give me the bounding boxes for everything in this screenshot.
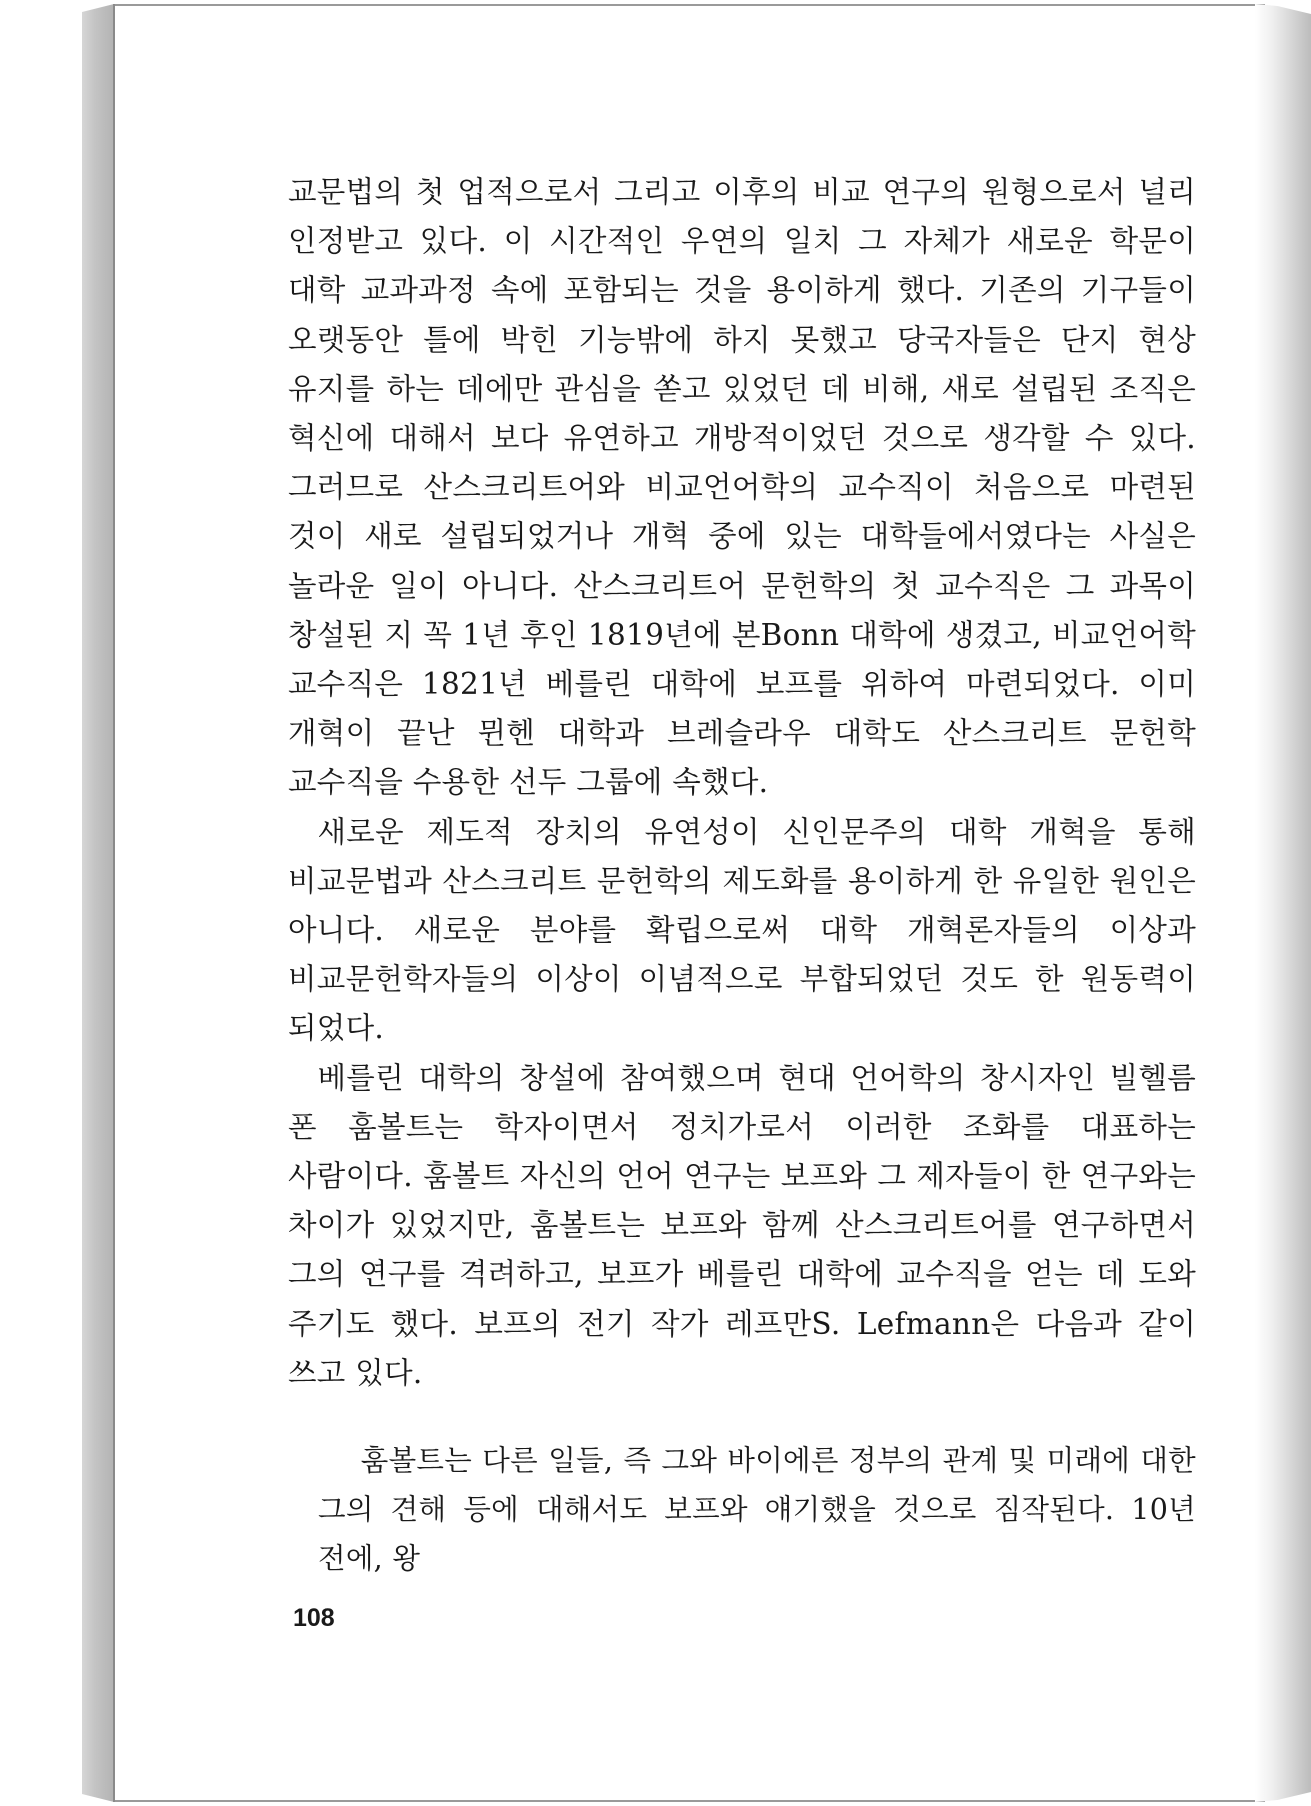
page-edge-shadow	[1255, 4, 1311, 1802]
book-spine-edge	[82, 4, 114, 1802]
paragraph-1: 교문법의 첫 업적으로서 그리고 이후의 비교 연구의 원형으로서 널리 인정받고 있다. 이 시간적인 우연의 일치 그 자체가 새로운 학문이 대학 교과과정 속에 포함되는 것을 용이하게 했다. 기존의 기구들이 오랫동안 틀에 박힌 기능밖에 하지 못했고 당국자들은 단지 현상 유지를 하는 데에만 관심을 쏟고 있었던 데 비해, 새로 설립된 조직은 혁신에 대해서 보다 유연하고 개방적이었던 것으로 생각할 수 있다. 그러므로 산스크리트어와 비교언어학의 교수직이 처음으로 마련된 것이 새로 설립되었거나 개혁 중에 있는 대학들에서였다는 사실은 놀라운 일이 아니다. 산스크리트어 문헌학의 첫 교수직은 그 과목이 창설된 지 꼭 1년 후인 1819년에 본Bonn 대학에 생겼고, 비교언어학 교수직은 1821년 베를린 대학에 보프를 위하여 마련되었다. 이미 개혁이 끝난 뮌헨 대학과 브레슬라우 대학도 산스크리트 문헌학 교수직을 수용한 선두 그룹에 속했다.	[288, 175, 1196, 800]
paragraph-2: 새로운 제도적 장치의 유연성이 신인문주의 대학 개혁을 통해 비교문법과 산스크리트 문헌학의 제도화를 용이하게 한 유일한 원인은 아니다. 새로운 분야를 확립으로써 대학 개혁론자들의 이상과 비교문헌학자들의 이상이 이념적으로 부합되었던 것도 한 원동력이 되었다.	[288, 814, 1196, 1046]
page-number: 108	[293, 1604, 335, 1632]
block-quote: 훔볼트는 다른 일들, 즉 그와 바이에른 정부의 관계 및 미래에 대한 그의 견해 등에 대해서도 보프와 얘기했을 것으로 짐작된다. 10년 전에, 왕	[318, 1444, 1196, 1575]
paragraph-3: 베를린 대학의 창설에 참여했으며 현대 언어학의 창시자인 빌헬름 폰 훔볼트는 학자이면서 정치가로서 이러한 조화를 대표하는 사람이다. 훔볼트 자신의 언어 연구는 보프와 그 제자들이 한 연구와는 차이가 있었지만, 훔볼트는 보프와 함께 산스크리트어를 연구하면서 그의 연구를 격려하고, 보프가 베를린 대학에 교수직을 얻는 데 도와 주기도 했다. 보프의 전기 작가 레프만S. Lefmann은 다음과 같이 쓰고 있다.	[288, 1060, 1196, 1390]
body-text	[288, 168, 1196, 1398]
